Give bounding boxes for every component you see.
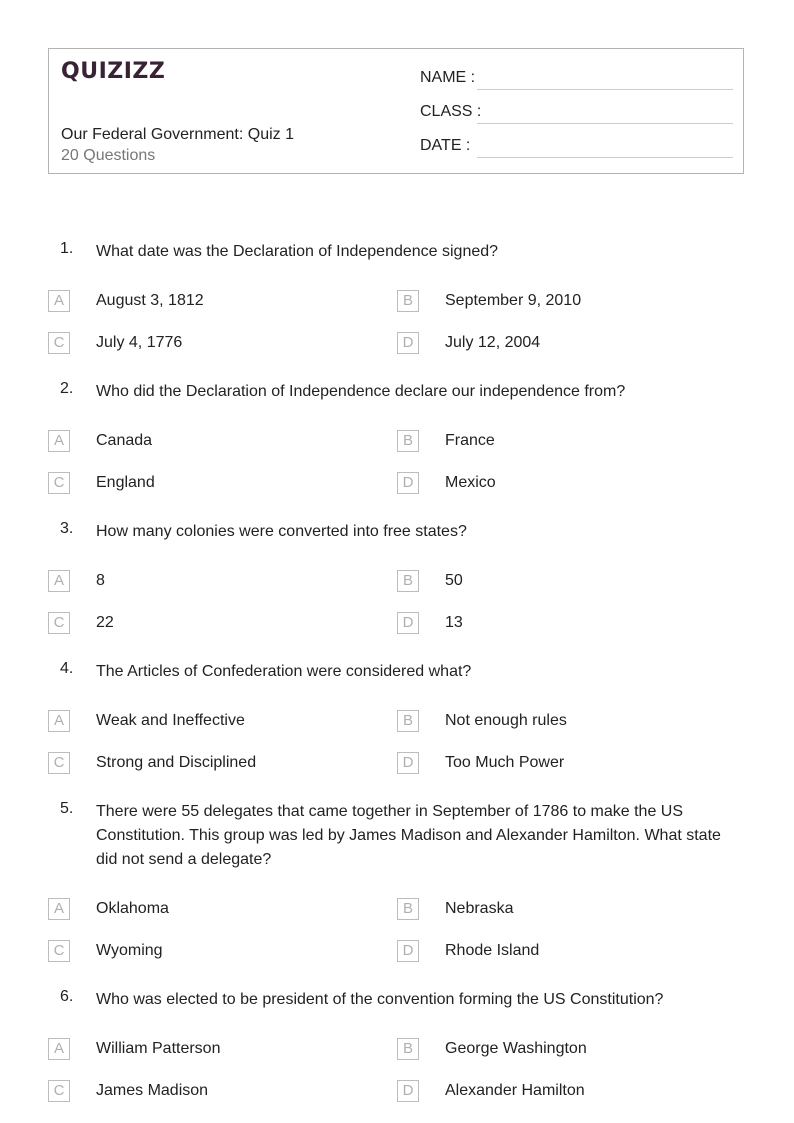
option-c-text: July 4, 1776 [96,334,183,351]
option-d-box[interactable]: D [397,752,419,774]
option-c-text: England [96,474,155,491]
question-text: How many colonies were converted into free states? [96,523,467,540]
option-a-text: August 3, 1812 [96,292,204,309]
class-label: CLASS : [420,103,482,120]
option-c-text: James Madison [96,1082,209,1099]
question-text: There were 55 delegates that came together in September of 1786 to make the US Constitution. This group was led by James Madison and Alexander Hamilton. What state did not send a delegate? [96,803,721,868]
option-b-text: September 9, 2010 [445,292,582,309]
option-b-text: Nebraska [445,900,514,917]
question-number: 1. [60,240,74,257]
option-d-box[interactable]: D [397,472,419,494]
name-label: NAME : [420,69,476,86]
option-d-text: Mexico [445,474,496,491]
date-input-line[interactable] [477,157,733,158]
question-number: 6. [60,988,74,1005]
option-a-text: Oklahoma [96,900,169,917]
question-number: 2. [60,380,74,397]
option-c-text: 22 [96,614,114,631]
option-a-box[interactable]: A [48,290,70,312]
option-a-box[interactable]: A [48,898,70,920]
option-d-box[interactable]: D [397,612,419,634]
option-d-text: 13 [445,614,463,631]
option-a-text: Weak and Ineffective [96,712,245,729]
option-c-box[interactable]: C [48,1080,70,1102]
option-c-box[interactable]: C [48,332,70,354]
option-a-box[interactable]: A [48,570,70,592]
worksheet-header [48,48,744,174]
question-text: Who did the Declaration of Independence declare our independence from? [96,383,626,400]
option-a-text: 8 [96,572,105,589]
option-b-box[interactable]: B [397,898,419,920]
question-number: 4. [60,660,74,677]
name-input-line[interactable] [477,89,733,90]
option-b-box[interactable]: B [397,290,419,312]
quizizz-logo: QUIZIZZ [61,59,166,84]
option-a-box[interactable]: A [48,710,70,732]
option-c-text: Strong and Disciplined [96,754,257,771]
question-count: 20 Questions [61,147,156,164]
quiz-title: Our Federal Government: Quiz 1 [61,126,294,143]
option-b-box[interactable]: B [397,1038,419,1060]
option-b-box[interactable]: B [397,430,419,452]
option-d-text: Alexander Hamilton [445,1082,585,1099]
question-text: Who was elected to be president of the convention forming the US Constitution? [96,991,664,1008]
question-text: What date was the Declaration of Independence signed? [96,243,499,260]
option-a-box[interactable]: A [48,1038,70,1060]
option-c-box[interactable]: C [48,612,70,634]
option-b-box[interactable]: B [397,570,419,592]
option-d-text: Too Much Power [445,754,565,771]
option-d-text: Rhode Island [445,942,540,959]
option-b-text: George Washington [445,1040,587,1057]
option-d-text: July 12, 2004 [445,334,541,351]
date-label: DATE : [420,137,471,154]
question-number: 5. [60,800,74,817]
option-b-text: Not enough rules [445,712,567,729]
option-d-box[interactable]: D [397,940,419,962]
option-c-box[interactable]: C [48,472,70,494]
option-c-box[interactable]: C [48,940,70,962]
class-input-line[interactable] [477,123,733,124]
option-d-box[interactable]: D [397,1080,419,1102]
question-number: 3. [60,520,74,537]
option-a-text: Canada [96,432,153,449]
option-b-text: France [445,432,495,449]
option-c-box[interactable]: C [48,752,70,774]
option-b-box[interactable]: B [397,710,419,732]
option-a-box[interactable]: A [48,430,70,452]
option-b-text: 50 [445,572,463,589]
option-d-box[interactable]: D [397,332,419,354]
option-a-text: William Patterson [96,1040,221,1057]
option-c-text: Wyoming [96,942,163,959]
question-text: The Articles of Confederation were considered what? [96,663,472,680]
